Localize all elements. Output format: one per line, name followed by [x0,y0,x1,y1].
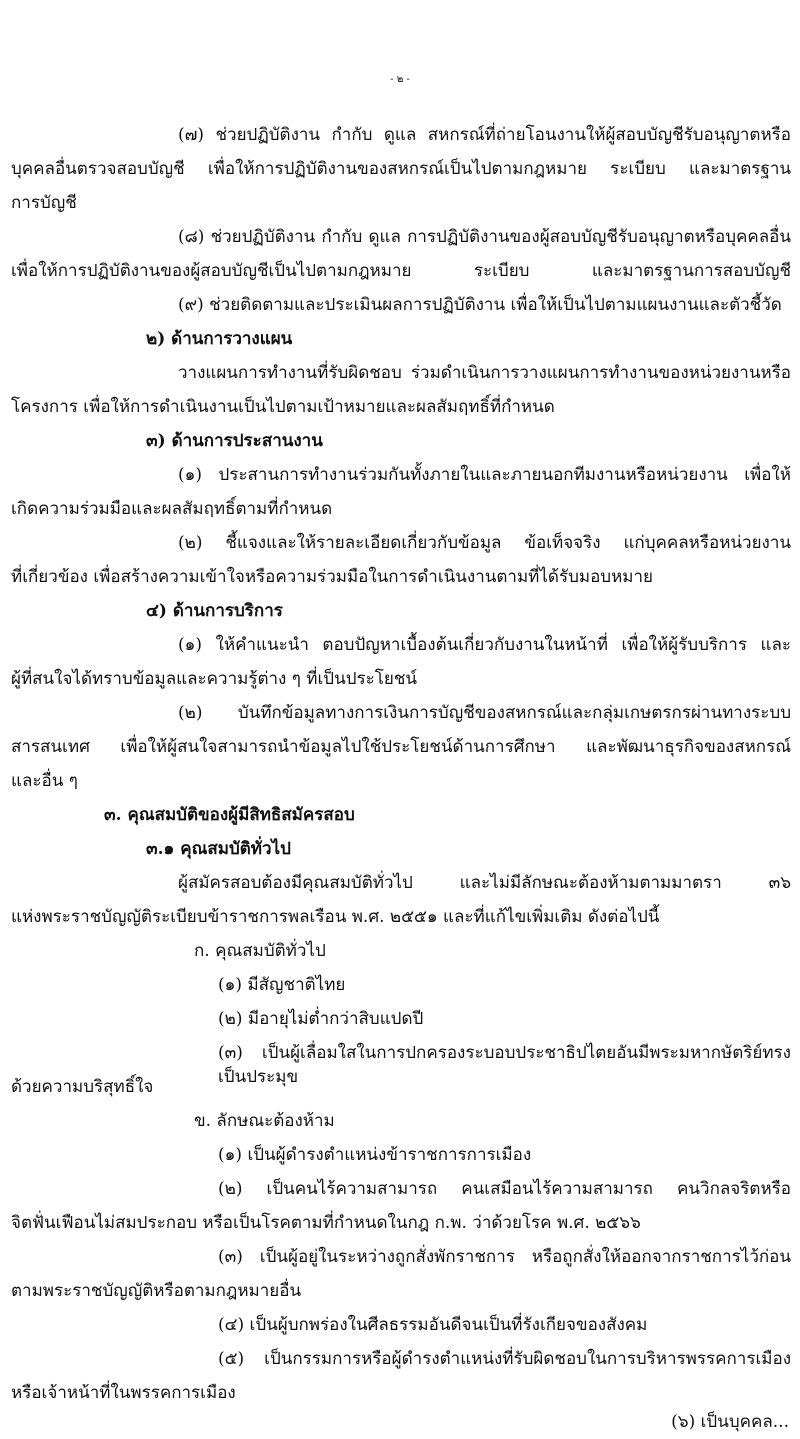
paragraph-line: (๒) บันทึกข้อมูลทางการเงินการบัญชีของสหกรณ์และกลุ่มเกษตรกรผ่านทางระบบ [178,703,791,723]
paragraph-line: เพื่อให้การปฏิบัติงานของผู้สอบบัญชีเป็นไปตามกฎหมาย ระเบียบ และมาตรฐานการสอบบัญชี [11,261,791,281]
list-heading: ก. คุณสมบัติทั่วไป [194,941,326,961]
paragraph-line: ที่เกี่ยวข้อง เพื่อสร้างความเข้าใจหรือความร่วมมือในการดำเนินงานตามที่ได้รับมอบหมาย [11,567,653,587]
paragraph-line: (๘) ช่วยปฏิบัติงาน กำกับ ดูแล การปฏิบัติงานของผู้สอบบัญชีรับอนุญาตหรือบุคคลอื่น [178,227,791,247]
paragraph-line: (๙) ช่วยติดตามและประเมินผลการปฏิบัติงาน เพื่อให้เป็นไปตามแผนงานและตัวชี้วัด [178,295,782,315]
paragraph-line: (๑) ให้คำแนะนำ ตอบปัญหาเบื้องต้นเกี่ยวกับงานในหน้าที่ เพื่อให้ผู้รับบริการ และ [178,635,791,655]
list-item: (๒) มีอายุไม่ต่ำกว่าสิบแปดปี [218,1009,424,1029]
continuation-footer: (๖) เป็นบุคคล... [671,1412,789,1432]
paragraph-line: หรือเจ้าหน้าที่ในพรรคการเมือง [11,1383,236,1403]
paragraph-line: ผู้สมัครสอบต้องมีคุณสมบัติทั่วไป และไม่มีลักษณะต้องห้ามตามมาตรา ๓๖ [178,873,791,893]
paragraph-line: บุคคลอื่นตรวจสอบบัญชี เพื่อให้การปฏิบัติงานของสหกรณ์เป็นไปตามกฎหมาย ระเบียบ และมาตรฐาน [11,159,791,179]
paragraph-line: วางแผนการทำงานที่รับผิดชอบ ร่วมดำเนินการวางแผนการทำงานของหน่วยงานหรือ [178,363,791,383]
list-item: (๓) เป็นผู้อยู่ในระหว่างถูกสั่งพักราชการ หรือถูกสั่งให้ออกจากราชการไว้ก่อน [218,1247,791,1267]
paragraph-line: เกิดความร่วมมือและผลสัมฤทธิ์ตามที่กำหนด [11,499,333,519]
section-heading: ๔) ด้านการบริการ [146,601,283,621]
paragraph-line: สารสนเทศ เพื่อให้ผู้สนใจสามารถนำข้อมูลไปใช้ประโยชน์ด้านการศึกษา และพัฒนาธุรกิจของสหกรณ์ [11,737,791,757]
paragraph-line: (๗) ช่วยปฏิบัติงาน กำกับ ดูแล สหกรณ์ที่ถ่ายโอนงานให้ผู้สอบบัญชีรับอนุญาตหรือ [178,125,791,145]
section-heading: ๒) ด้านการวางแผน [146,329,293,349]
list-item: (๑) เป็นผู้ดำรงตำแหน่งข้าราชการการเมือง [218,1145,532,1165]
paragraph-line: การบัญชี [11,193,77,213]
paragraph-line: โครงการ เพื่อให้การดำเนินงานเป็นไปตามเป้าหมายและผลสัมฤทธิ์ที่กำหนด [11,397,555,417]
page-number: - ๒ - [390,74,410,85]
list-item: (๑) มีสัญชาติไทย [218,975,346,995]
paragraph-line: ผู้ที่สนใจได้ทราบข้อมูลและความรู้ต่าง ๆ ที่เป็นประโยชน์ [11,669,418,689]
list-item: (๕) เป็นกรรมการหรือผู้ดำรงตำแหน่งที่รับผิดชอบในการบริหารพรรคการเมือง [218,1349,791,1369]
paragraph-line: และอื่น ๆ [11,771,78,791]
paragraph-line: ด้วยความบริสุทธิ์ใจ [11,1077,154,1097]
list-item: (๒) เป็นคนไร้ความสามารถ คนเสมือนไร้ความสามารถ คนวิกลจริตหรือ [218,1179,791,1199]
paragraph-line: ตามพระราชบัญญัติหรือตามกฎหมายอื่น [11,1281,302,1301]
section-heading: ๓) ด้านการประสานงาน [146,431,323,451]
subsection-heading: ๓.๑ คุณสมบัติทั่วไป [146,839,291,859]
list-heading: ข. ลักษณะต้องห้าม [194,1111,335,1131]
paragraph-line: แห่งพระราชบัญญัติระเบียบข้าราชการพลเรือน พ.ศ. ๒๕๕๑ และที่แก้ไขเพิ่มเติม ดังต่อไปนี้ [11,907,660,927]
paragraph-line: จิตฟั่นเฟือนไม่สมประกอบ หรือเป็นโรคตามที่กำหนดในกฎ ก.พ. ว่าด้วยโรค พ.ศ. ๒๕๖๖ [11,1213,641,1233]
paragraph-line: (๒) ชี้แจงและให้รายละเอียดเกี่ยวกับข้อมูล ข้อเท็จจริง แก่บุคคลหรือหน่วยงาน [178,533,791,553]
section-heading: ๓. คุณสมบัติของผู้มีสิทธิสมัครสอบ [104,805,355,825]
paragraph-line: (๑) ประสานการทำงานร่วมกันทั้งภายในและภายนอกทีมงานหรือหน่วยงาน เพื่อให้ [178,465,791,485]
list-item: (๔) เป็นผู้บกพร่องในศีลธรรมอันดีจนเป็นที่รังเกียจของสังคม [218,1315,648,1335]
list-item: (๓) เป็นผู้เลื่อมใสในการปกครองระบอบประชาธิปไตยอันมีพระมหากษัตริย์ทรงเป็นประมุข [218,1043,791,1087]
